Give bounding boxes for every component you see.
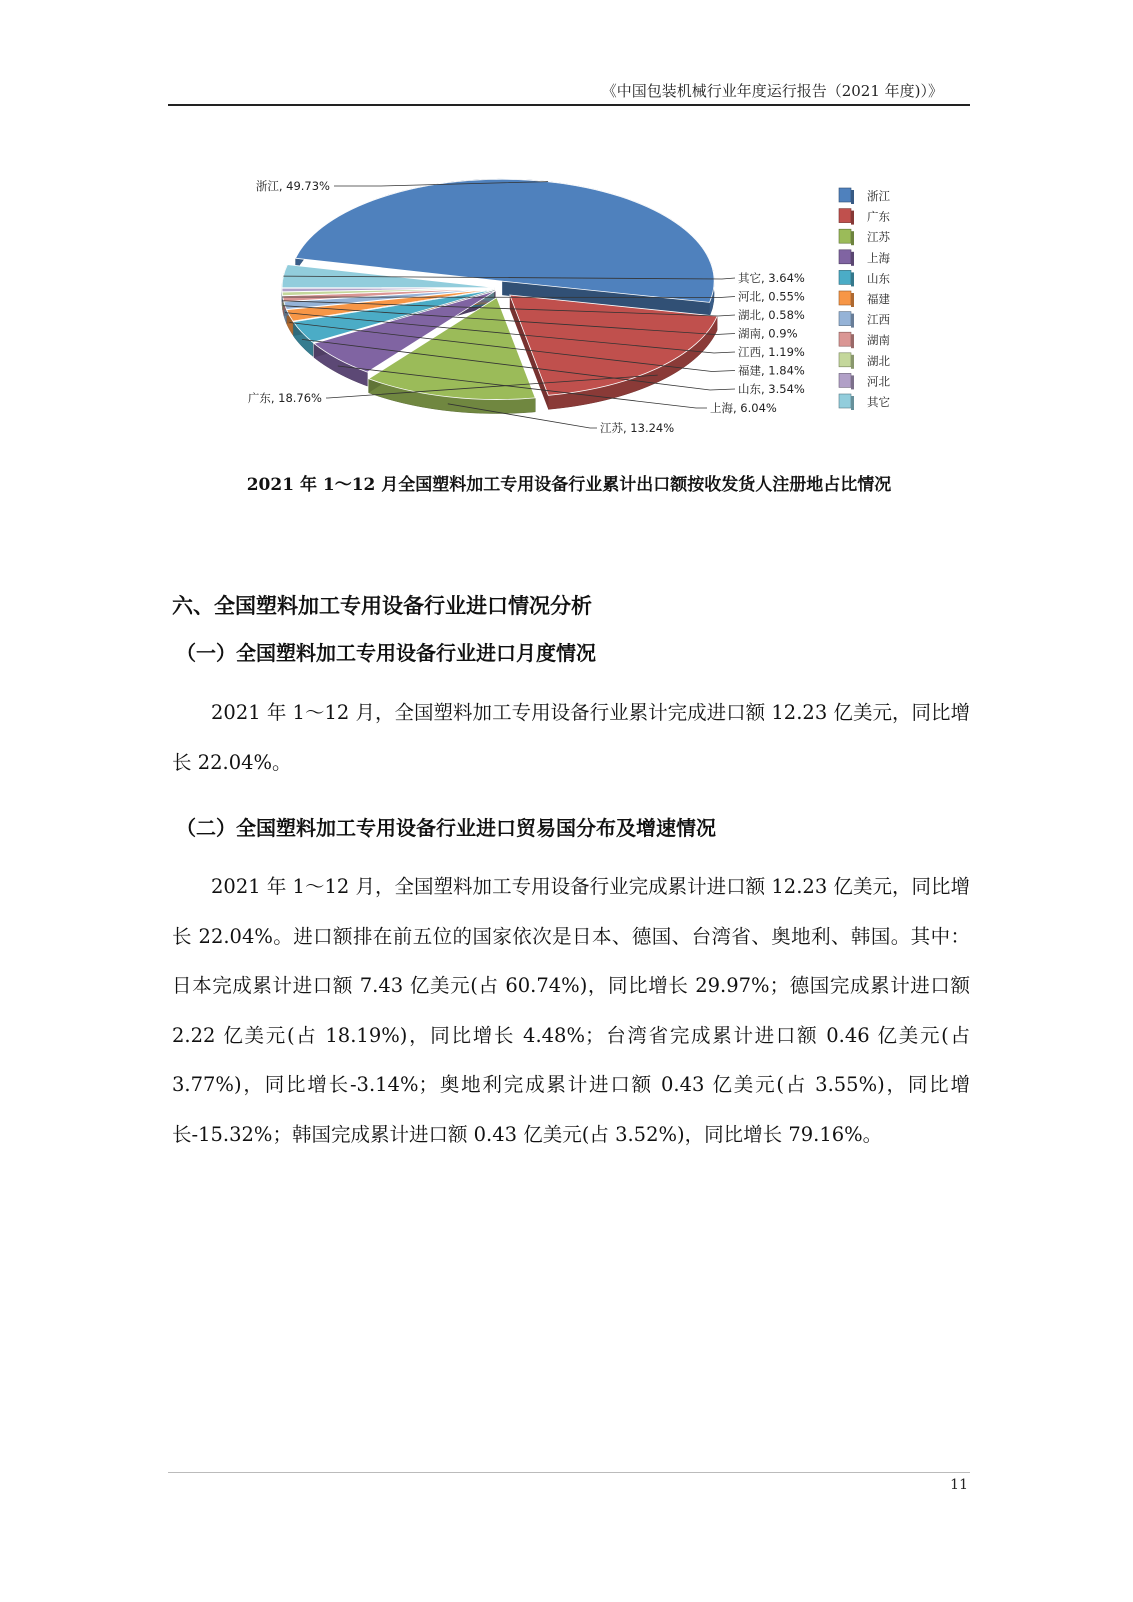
data-label-福建: 福建, 1.84%	[738, 363, 805, 378]
legend-label-上海: 上海	[867, 250, 890, 265]
pie-chart	[230, 170, 950, 455]
legend-swatch-side	[851, 396, 854, 410]
footer-rule	[168, 1472, 970, 1473]
data-label-江西: 江西, 1.19%	[738, 345, 805, 359]
running-header: 《中国包装机械行业年度运行报告（2021 年度)）》	[601, 82, 943, 100]
legend-swatch-浙江	[839, 188, 851, 202]
legend-swatch-湖北	[839, 353, 851, 367]
legend-swatch-湖南	[839, 332, 851, 346]
legend-label-山东: 山东	[867, 271, 890, 286]
legend-label-江西: 江西	[867, 312, 890, 327]
data-label-其它: 其它, 3.64%	[738, 271, 805, 285]
legend-swatch-side	[851, 190, 854, 204]
legend-label-湖北: 湖北	[867, 353, 890, 368]
legend-swatch-福建	[839, 291, 851, 305]
legend-label-福建: 福建	[867, 292, 890, 306]
legend-label-浙江: 浙江	[867, 189, 890, 203]
subsection-title-1: （一）全国塑料加工专用设备行业进口月度情况	[176, 641, 596, 665]
legend-swatch-山东	[839, 270, 851, 284]
figure-caption: 2021 年 1～12 月全国塑料加工专用设备行业累计出口额按收发货人注册地占比情况	[246, 475, 892, 495]
legend-swatch-side	[851, 375, 854, 389]
legend-label-广东: 广东	[867, 209, 890, 224]
legend-swatch-side	[851, 314, 854, 328]
legend-label-河北: 河北	[867, 374, 890, 389]
data-label-浙江: 浙江, 49.73%	[255, 179, 330, 193]
paragraph-1: 2021 年 1～12 月，全国塑料加工专用设备行业累计完成进口额 12.23 亿美元，同比增长 22.04%。	[172, 701, 970, 774]
legend-swatch-其它	[839, 394, 851, 408]
legend-label-其它: 其它	[867, 395, 890, 409]
data-label-湖南: 湖南, 0.9%	[738, 326, 798, 341]
header-rule	[168, 104, 970, 106]
legend-swatch-江西	[839, 312, 851, 326]
data-label-江苏: 江苏, 13.24%	[600, 421, 675, 435]
page-number: 11	[950, 1477, 968, 1493]
legend-swatch-side	[851, 293, 854, 307]
section-title: 六、全国塑料加工专用设备行业进口情况分析	[172, 594, 592, 618]
legend-swatch-河北	[839, 373, 851, 387]
data-label-河北: 河北, 0.55%	[738, 289, 805, 304]
legend-swatch-side	[851, 355, 854, 369]
legend-label-江苏: 江苏	[867, 230, 890, 245]
legend-swatch-广东	[839, 209, 851, 223]
paragraph-2: 2021 年 1～12 月，全国塑料加工专用设备行业完成累计进口额 12.23 亿美元，同比增长 22.04%。进口额排在前五位的国家依次是日本、德国、台湾省、奥地利、韩国。其中：日本完成累计进口额 7.43 亿美元(占 60.74%)，同比增长 29.97%；德国完成累计进口额 2.22 亿美元(占 18.19%)，同比增长 4.48%；台湾省完成累计进口额 0.46 亿美元(占 3.77%)，同比增长-3.14%；奥地利完成累计进口额 0.43 亿美元(占 3.55%)，同比增长-15.32%；韩国完成累计进口额 0.43 亿美元(占 3.52%)，同比增长 79.16%。	[172, 875, 970, 1146]
legend-label-湖南: 湖南	[867, 333, 890, 348]
legend-swatch-side	[851, 334, 854, 348]
legend-swatch-side	[851, 272, 854, 286]
data-label-上海: 上海, 6.04%	[710, 401, 777, 415]
data-label-山东: 山东, 3.54%	[738, 382, 805, 396]
data-label-广东: 广东, 18.76%	[247, 391, 322, 405]
legend-swatch-side	[851, 211, 854, 225]
legend-swatch-side	[851, 231, 854, 245]
data-label-湖北: 湖北, 0.58%	[738, 308, 805, 322]
legend-swatch-上海	[839, 250, 851, 264]
legend-swatch-江苏	[839, 229, 851, 243]
subsection-title-2: （二）全国塑料加工专用设备行业进口贸易国分布及增速情况	[176, 816, 716, 840]
legend-swatch-side	[851, 252, 854, 266]
